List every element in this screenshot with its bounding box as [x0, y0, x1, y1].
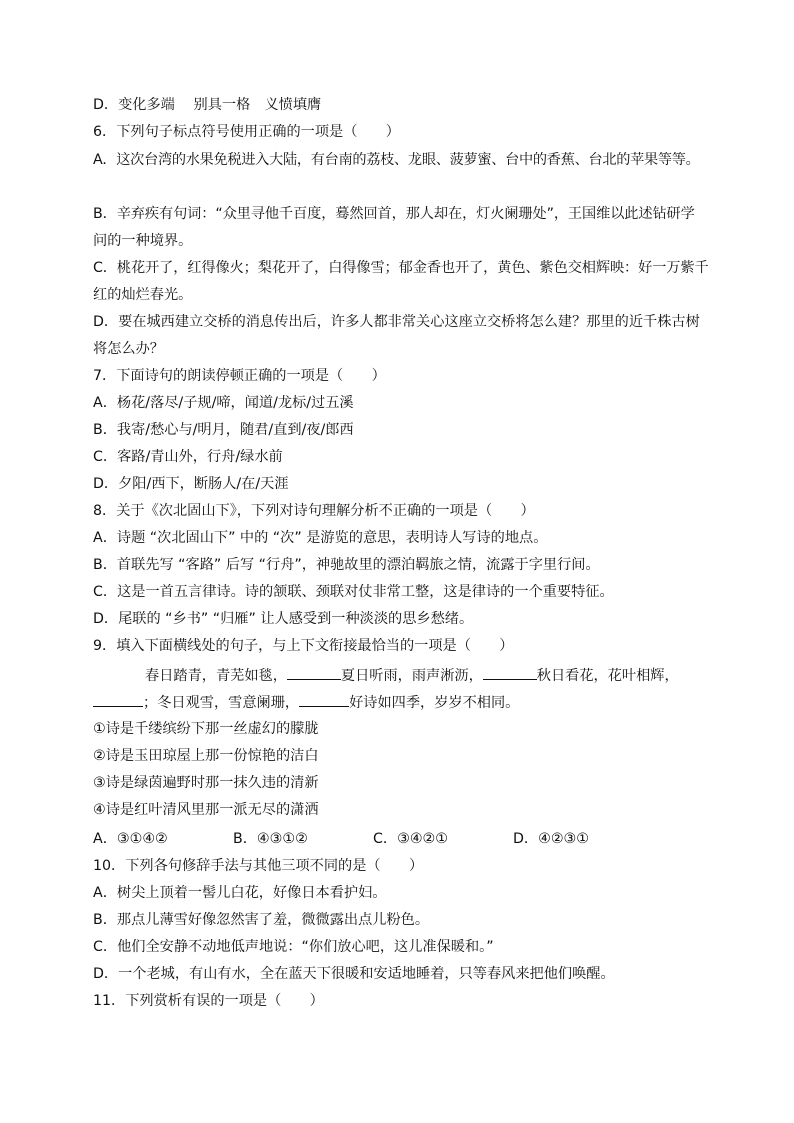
q9-passage-text: 夏日听雨，雨声淅沥，	[340, 668, 483, 684]
q9-stem: 9．填入下面横线处的句子，与上下文衔接最恰当的一项是（ ）	[93, 638, 514, 654]
q9-passage-text: 好诗如四季，岁岁不相同。	[349, 695, 520, 711]
q6-option-d-line1: D．要在城西建立交桥的消息传出后，许多人都非常关心这座立交桥将怎么建？那里的近千株古树	[93, 314, 700, 330]
q6-option-c-line2: 红的灿烂春光。	[93, 287, 193, 303]
fill-blank	[299, 692, 349, 707]
q9-passage-line1	[145, 665, 725, 686]
q6-option-b-line1: B．辛弃疾有句词：“众里寻他千百度，蓦然回首，那人却在，灯火阑珊处”，王国维以此述钻研学	[93, 206, 695, 222]
q7-option-a: A．杨花/落尽/子规/啼，闻道/龙标/过五溪	[93, 395, 354, 411]
fill-blank	[483, 665, 537, 680]
q6-option-b-line2: 问的一种境界。	[93, 233, 193, 249]
q7-option-b: B．我寄/愁心与/明月，随君/直到/夜/郎西	[93, 422, 354, 438]
q10-stem: 10．下列各句修辞手法与其他三项不同的是（ ）	[93, 858, 424, 874]
q7-stem: 7．下面诗句的朗读停顿正确的一项是（ ）	[93, 368, 386, 384]
q9-choice-b: B．④③①②	[233, 831, 308, 847]
q8-option-c: C．这是一首五言律诗。诗的颔联、颈联对仗非常工整，这是律诗的一个重要特征。	[93, 584, 614, 600]
q9-choice-c: C．③④②①	[373, 831, 448, 847]
q9-sentence-1: ①诗是千缕缤纷下那一丝虚幻的朦胧	[93, 721, 319, 737]
q9-choices	[93, 829, 713, 849]
q7-option-d: D．夕阳/西下，断肠人/在/天涯	[93, 476, 289, 492]
q8-stem: 8．关于《次北固山下》，下列对诗句理解分析不正确的一项是（ ）	[93, 503, 535, 519]
q8-option-b: B．首联先写 “客路” 后写 “行舟”，神驰故里的漂泊羁旅之情，流露于字里行间。	[93, 557, 600, 573]
q9-sentence-3: ③诗是绿茵遍野时那一抹久违的清新	[93, 775, 319, 791]
fill-blank	[287, 665, 341, 680]
q6-option-c-line1: C．桃花开了，红得像火；梨花开了，白得像雪；郁金香也开了，黄色、紫色交相辉映：好一万紫千	[93, 260, 709, 276]
q10-option-d: D．一个老城，有山有水，全在蓝天下很暖和安适地睡着，只等春风来把他们唤醒。	[93, 966, 615, 982]
q9-passage-text: ；冬日观雪，雪意阑珊，	[143, 695, 300, 711]
fill-blank	[93, 692, 143, 707]
q10-option-a: A．树尖上顶着一髻儿白花，好像日本看护妇。	[93, 885, 387, 901]
q9-sentence-4: ④诗是红叶清风里那一派无尽的潇洒	[93, 802, 319, 818]
q6-option-a: A．这次台湾的水果免税进入大陆，有台南的荔枝、龙眼、菠萝蜜、台中的香蕉、台北的苹果等等。	[93, 152, 700, 168]
q5-option-d: D．变化多端 别具一格 义愤填膺	[93, 97, 322, 113]
q11-stem: 11．下列赏析有误的一项是（ ）	[93, 993, 324, 1009]
q9-passage-text: 秋日看花，花叶相辉，	[536, 668, 679, 684]
q9-passage-line2	[93, 692, 713, 713]
q9-choice-a: A．③①④②	[93, 831, 168, 847]
q10-option-c: C．他们全安静不动地低声地说：“你们放心吧，这儿准保暖和。”	[93, 939, 494, 955]
q7-option-c: C．客路/青山外，行舟/绿水前	[93, 449, 283, 465]
q8-option-a: A．诗题 “次北固山下” 中的 “次” 是游览的意思，表明诗人写诗的地点。	[93, 530, 548, 546]
q6-stem: 6．下列句子标点符号使用正确的一项是（ ）	[93, 124, 400, 140]
q9-choice-d: D．④②③①	[513, 831, 589, 847]
q8-option-d: D．尾联的 “乡书” “归雁” 让人感受到一种淡淡的思乡愁绪。	[93, 611, 474, 627]
q10-option-b: B．那点儿薄雪好像忽然害了羞，微微露出点儿粉色。	[93, 912, 430, 928]
q9-sentence-2: ②诗是玉田琼屋上那一份惊艳的洁白	[93, 748, 319, 764]
q9-passage-text: 春日踏青，青芜如毯，	[145, 668, 287, 684]
q6-option-d-line2: 将怎么办？	[93, 341, 164, 357]
